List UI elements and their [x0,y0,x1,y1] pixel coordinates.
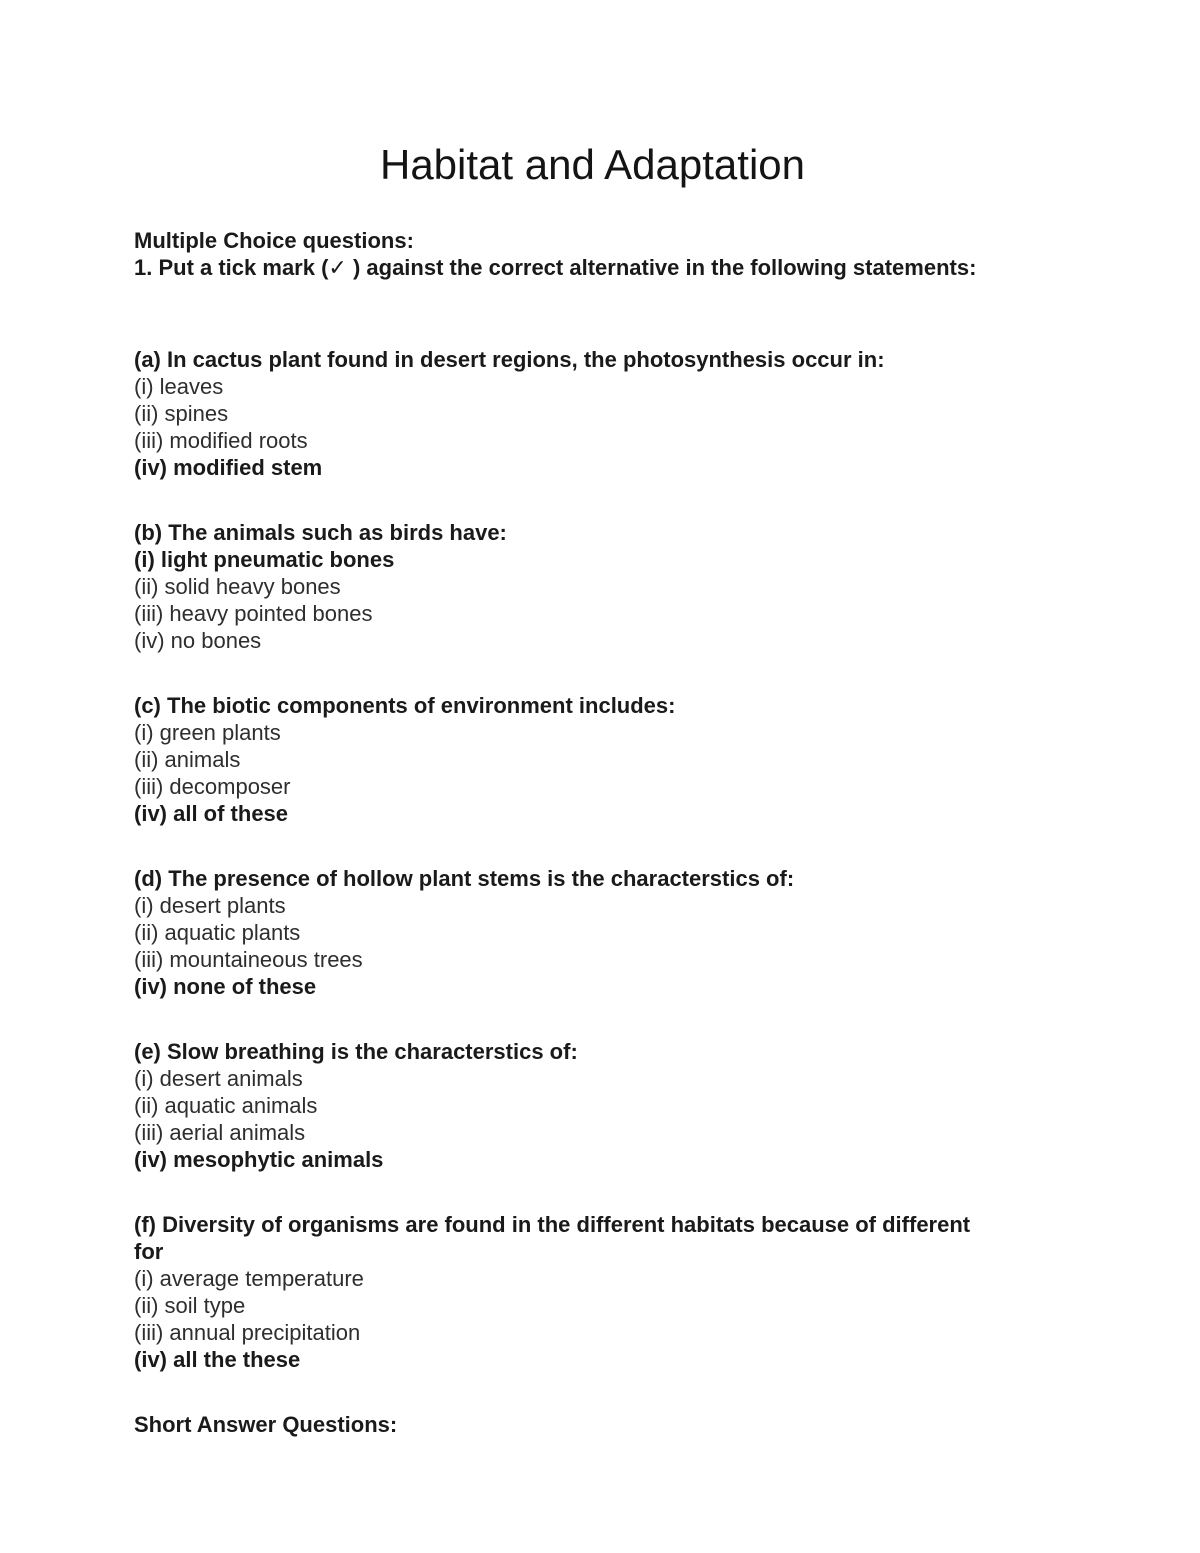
option-ii: (ii) solid heavy bones [134,574,341,599]
question-stem-line1: (f) Diversity of organisms are found in the different habitats because of different [134,1212,971,1237]
option-iv: (iv) no bones [134,628,262,653]
option-ii: (ii) soil type [134,1293,246,1318]
question-stem-line2: for [134,1239,164,1264]
option-iv-answer: (iv) none of these [134,974,317,999]
question-stem: (e) Slow breathing is the characterstics of: [134,1039,578,1064]
option-i: (i) leaves [134,374,224,399]
question-stem: (a) In cactus plant found in desert regions, the photosynthesis occur in: [134,347,885,372]
option-iv-answer: (iv) mesophytic animals [134,1147,384,1172]
question-b [134,519,1054,654]
question-a [134,346,1054,481]
option-iii: (iii) annual precipitation [134,1320,361,1345]
question-stem: (b) The animals such as birds have: [134,520,507,545]
section-heading-mcq: Multiple Choice questions: [134,228,414,253]
option-i: (i) average temperature [134,1266,364,1291]
option-iv-answer: (iv) all the these [134,1347,301,1372]
question-e [134,1038,1054,1173]
option-i: (i) desert plants [134,893,286,918]
option-ii: (ii) aquatic animals [134,1093,318,1118]
instruction-text: 1. Put a tick mark (✓ ) against the correct alternative in the following statements: [134,255,977,280]
option-i: (i) green plants [134,720,281,745]
option-iii: (iii) decomposer [134,774,291,799]
document-body [134,227,1054,1438]
option-i-answer: (i) light pneumatic bones [134,547,395,572]
option-ii: (ii) animals [134,747,241,772]
question-stem: (c) The biotic components of environment includes: [134,693,676,718]
question-c [134,692,1054,827]
option-iii: (iii) aerial animals [134,1120,306,1145]
question-f [134,1211,1054,1373]
page-title: Habitat and Adaptation [379,141,805,188]
question-stem: (d) The presence of hollow plant stems is the characterstics of: [134,866,795,891]
option-iii: (iii) mountaineous trees [134,947,363,972]
option-ii: (ii) spines [134,401,229,426]
question-d [134,865,1054,1000]
option-iv-answer: (iv) modified stem [134,455,323,480]
option-iii: (iii) modified roots [134,428,308,453]
section-heading-short-answer: Short Answer Questions: [134,1412,398,1437]
option-iv-answer: (iv) all of these [134,801,289,826]
option-iii: (iii) heavy pointed bones [134,601,373,626]
option-i: (i) desert animals [134,1066,303,1091]
option-ii: (ii) aquatic plants [134,920,301,945]
